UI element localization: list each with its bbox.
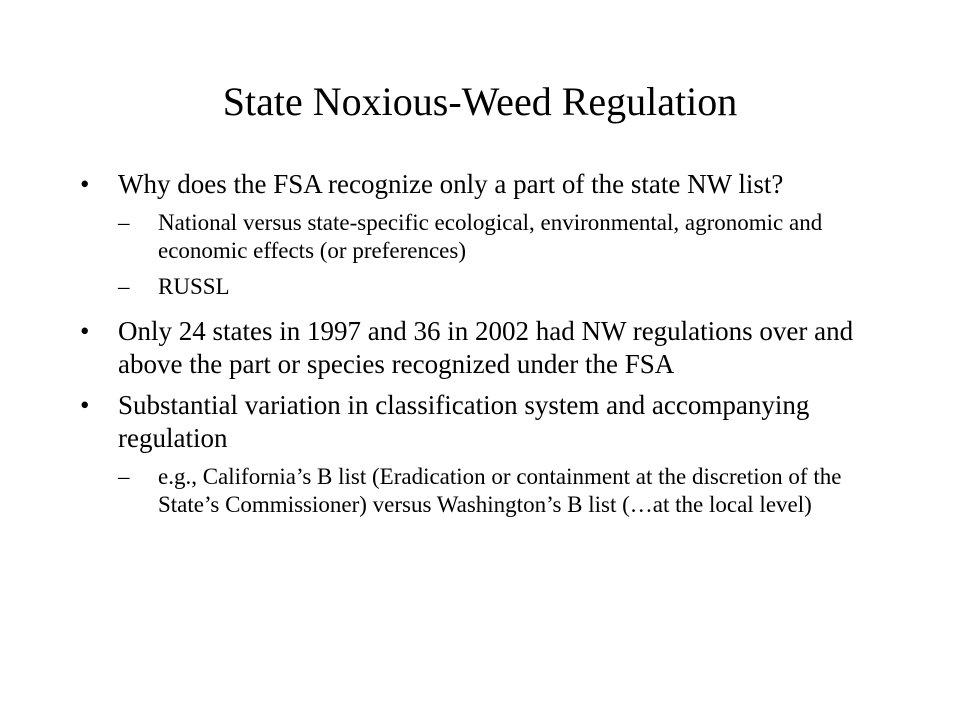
sub-bullet-marker: – xyxy=(118,210,130,235)
sub-bullet-text: e.g., California’s B list (Eradication or containment at the discretion of the State’s Commissioner) versus Washington’s B list (…at the local level) xyxy=(158,464,842,517)
sub-bullet-item xyxy=(80,209,900,265)
bullet-marker: • xyxy=(80,169,90,199)
sub-bullet-text: RUSSL xyxy=(158,274,230,299)
sub-bullet-item xyxy=(80,273,900,301)
sub-bullet-marker: – xyxy=(118,274,130,299)
bullet-item xyxy=(80,389,900,455)
bullet-text: Only 24 states in 1997 and 36 in 2002 had NW regulations over and above the part or species recognized under the FSA xyxy=(118,316,854,379)
sub-bullet-item xyxy=(80,463,900,519)
bullet-item xyxy=(80,168,900,201)
bullet-marker: • xyxy=(80,316,90,346)
sub-bullet-text: National versus state-specific ecological, environmental, agronomic and economic effects (or preferences) xyxy=(158,210,823,263)
bullet-text: Why does the FSA recognize only a part of the state NW list? xyxy=(118,169,784,199)
bullet-marker: • xyxy=(80,390,90,420)
slide-title: State Noxious-Weed Regulation xyxy=(222,79,738,124)
bullet-item xyxy=(80,315,900,381)
bullet-text: Substantial variation in classification system and accompanying regulation xyxy=(118,390,810,453)
sub-bullet-marker: – xyxy=(118,464,130,489)
slide-body xyxy=(80,168,900,527)
